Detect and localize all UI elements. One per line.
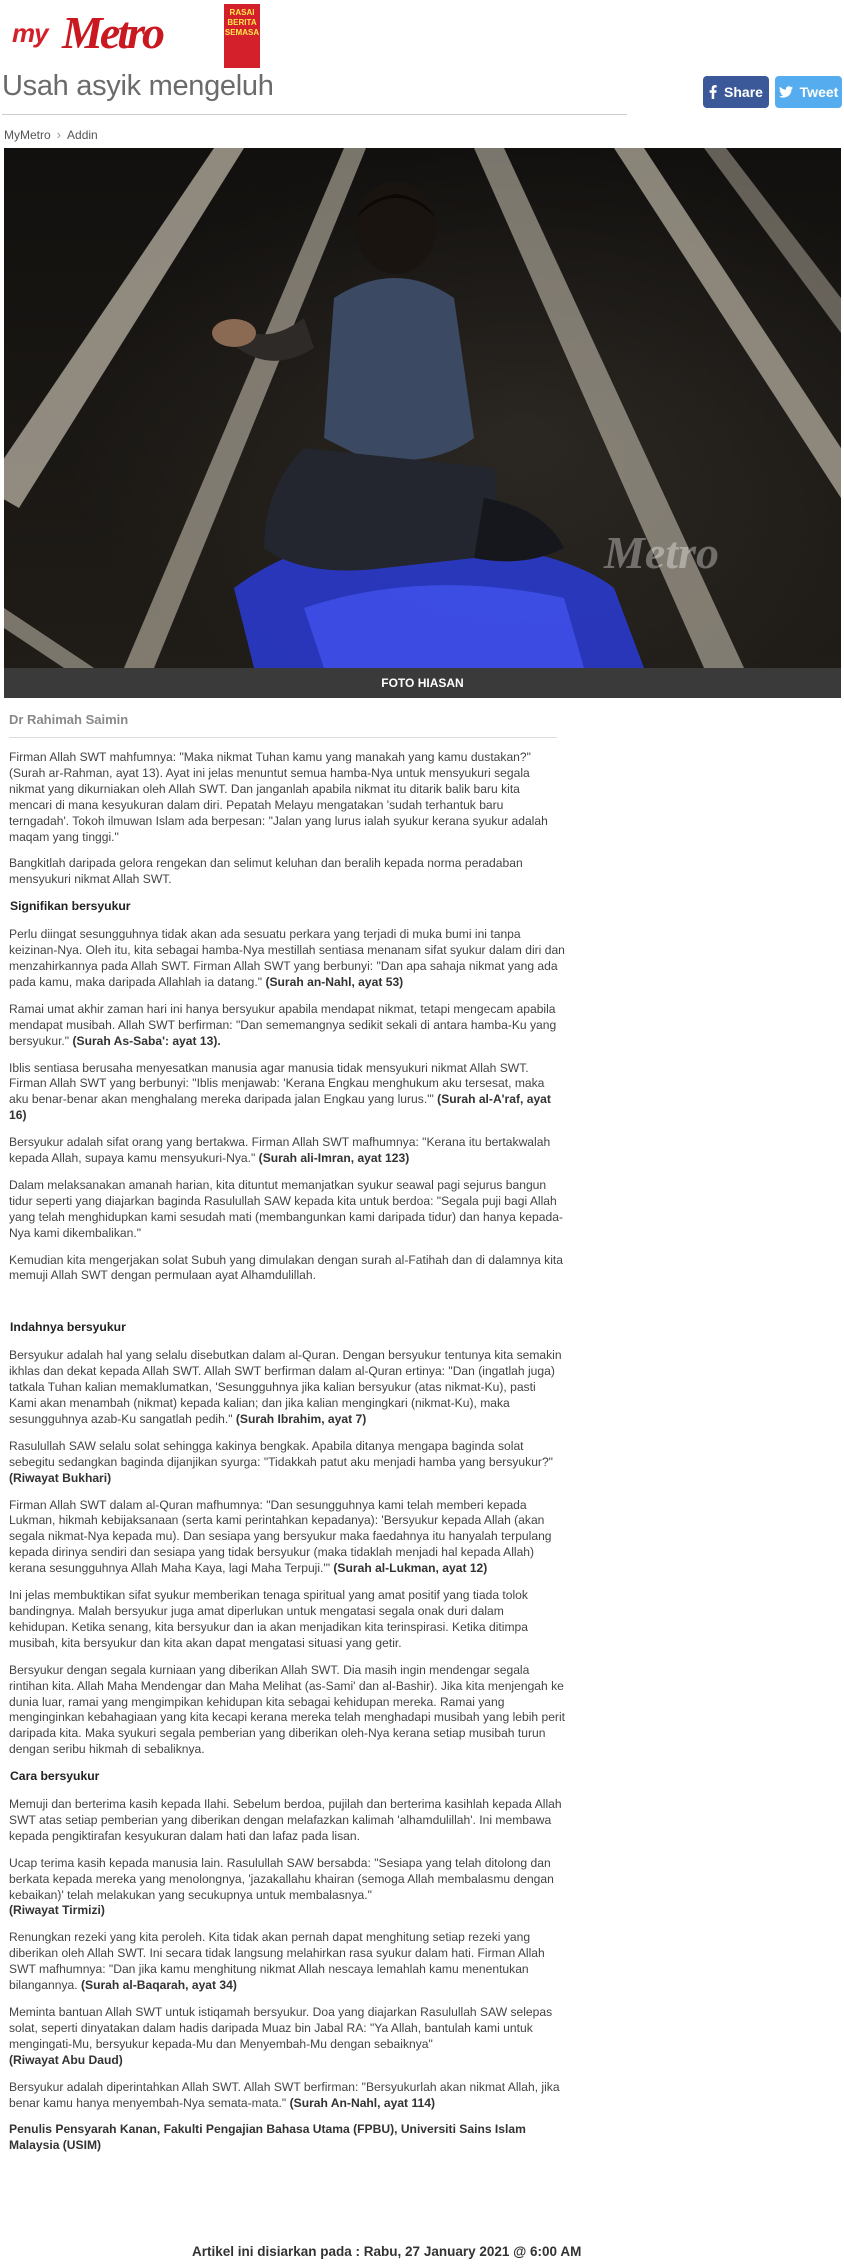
hero-illustration: [4, 148, 841, 668]
paragraph-text: Bersyukur adalah hal yang selalu disebutkan dalam al-Quran. Dengan bersyukur tentunya kita semakin ikhlas dan dekat kepada Allah SWT. Allah SWT berfirman dalam al-Quran ertinya: "Dan (ingatlah juga) tatkala Tuhan kalian memaklumatkan, 'Sesungguhnya jika kalian bersyukur (atas nikmat-Ku), pasti Kami akan menambah (nikmat) kepada kalian; dan jika kalian mengingkari (nikmat-Ku), maka sesungguhnya azab-Ku sangatlah pedih.": [9, 1348, 562, 1426]
twitter-tweet-label: Tweet: [799, 84, 839, 100]
logo-wordmark: Metro: [62, 7, 162, 58]
verse-citation: (Surah al-Baqarah, ayat 34): [80, 1978, 237, 1993]
breadcrumb-home-link[interactable]: MyMetro: [4, 127, 51, 142]
verse-citation: (Surah As-Saba': ayat 13).: [72, 1033, 221, 1048]
paragraph: [9, 2080, 565, 2112]
paragraph: [9, 1135, 565, 1167]
section-heading: Cara bersyukur: [10, 1769, 100, 1784]
paragraph-text: Ini jelas membuktikan sifat syukur memberikan tenaga spiritual yang amat positif yang tiada tolok bandingnya. Malah bersyukur juga amat diperlukan untuk mengatasi segala onak duri dalam kehidupan. Ketika senang, kita bersyukur dan ia akan menjadikan kita terinspirasi. Ketika ditimpa musibah, kita bersyukur dan kita akan dapat mengatasi situasi yang getir.: [9, 1588, 528, 1650]
paragraph: [9, 1439, 565, 1487]
paragraph-text: Perlu diingat sesungguhnya tidak akan ada sesuatu perkara yang terjadi di muka bumi ini tanpa keizinan-Nya. Oleh itu, kita sebagai hamba-Nya mestillah sentiasa menanam sifat syukur dalam diri dan menzahirkannya pada Allah SWT. Firman Allah SWT yang berbunyi: "Dan apa sahaja nikmat yang ada pada kamu, maka daripada Allahlah ia datang.": [9, 927, 565, 989]
paragraph: [9, 1348, 565, 1428]
breadcrumb: [4, 127, 98, 142]
paragraph: [9, 1588, 565, 1652]
paragraph-text: Ucap terima kasih kepada manusia lain. Rasulullah SAW bersabda: "Sesiapa yang telah ditolong dan berkata kepada mereka yang menolongnya, 'jazakallahu khairan (semoga Allah membalasmu dengan kebaikan)' telah melakukan yang secukupnya untuk membalasnya.": [9, 1855, 554, 1902]
paragraph: [9, 856, 565, 888]
facebook-icon: [709, 85, 717, 99]
title-divider: [2, 114, 627, 115]
logo-badge-text: RASAI BERITA SEMASA: [224, 8, 260, 37]
section-heading: Indahnya bersyukur: [10, 1320, 126, 1335]
paragraph-text: Bersyukur adalah sifat orang yang bertakwa. Firman Allah SWT mafhumnya: "Kerana itu bertakwalah kepada Allah, supaya kamu mensyukuri-Nya.": [9, 1135, 551, 1166]
breadcrumb-section-link[interactable]: Addin: [67, 127, 98, 142]
paragraph-text: Firman Allah SWT mahfumnya: "Maka nikmat Tuhan kamu yang manakah yang kamu dustakan?" (Surah ar-Rahman, ayat 13). Ayat ini jelas menuntut semua hamba-Nya untuk mensyukuri segala nikmat yang dikurniakan oleh Allah SWT. Dan janganlah apabila nikmat itu ditarik balik baru kita mencari di mana kesyukuran dalam diri. Pepatah Melayu mengatakan 'sudah terhantuk baru terngadah'. Tokoh ilmuwan Islam ada berpesan: "Jalan yang lurus ialah syukur kerana syukur adalah maqam yang tinggi.": [9, 750, 548, 844]
hadith-citation: (Riwayat Abu Daud): [9, 2052, 123, 2067]
verse-citation: (Surah al-Lukman, ayat 12): [333, 1561, 488, 1576]
hero-photo: [4, 148, 841, 668]
author-bio-text: Penulis Pensyarah Kanan, Fakulti Pengajian Bahasa Utama (FPBU), Universiti Sains Islam Malaysia (USIM): [9, 2122, 526, 2153]
paragraph: [9, 927, 565, 991]
facebook-share-button[interactable]: [703, 76, 769, 108]
paragraph-text: Dalam melaksanakan amanah harian, kita dituntut memanjatkan syukur seawal pagi sejurus bangun tidur seperti yang diajarkan baginda Rasulullah SAW kepada kita untuk berdoa: "Segala puji bagi Allah yang telah menghidupkan kami sesudah mati (membangunkan kami daripada tidur) dan hanya kepada-Nya kami dikembalikan.": [9, 1177, 563, 1240]
paragraph-text: Memuji dan berterima kasih kepada Ilahi. Sebelum berdoa, pujilah dan berterima kasihlah kepada Allah SWT atas setiap pemberian yang diberikan dengan melafazkan kalimah 'alhamdulillah'. Ini membawa kepada pengiktirafan kesyukuran dalam hati dan lafaz pada lisan.: [9, 1797, 562, 1843]
paragraph: [9, 1002, 565, 1050]
verse-citation: (Surah an-Nahl, ayat 53): [265, 974, 404, 989]
paragraph-text: Bersyukur dengan segala kurniaan yang diberikan Allah SWT. Dia masih ingin mendengar segala rintihan kita. Allah Maha Mendengar dan Maha Melihat (as-Sami' dan al-Bashir). Jika kita menjengah ke dunia luar, ramai yang mengimpikan kehidupan kita sebagai kehidupan mereka. Ramai yang menginginkan kebahagiaan yang kita kecapi kerana mereka telah menghadapi musibah yang lebih perit daripada kita. Maka syukuri segala pemberian yang diberikan oleh-Nya kerana setiap musibah turun dengan seribu hikmah di sebaliknya.: [9, 1662, 566, 1757]
author-name: Dr Rahimah Saimin: [9, 712, 129, 727]
facebook-share-label: Share: [724, 84, 763, 100]
author-bio: [9, 2122, 565, 2154]
author-divider: [9, 737, 557, 738]
paragraph: [9, 1253, 565, 1285]
photo-caption: FOTO HIASAN: [4, 668, 841, 698]
verse-citation: (Surah al-A'raf, ayat 16): [9, 1092, 551, 1123]
chevron-right-icon: ›: [56, 127, 62, 142]
hadith-citation: (Riwayat Bukhari): [9, 1470, 112, 1485]
page-title: Usah asyik mengeluh: [2, 70, 274, 102]
paragraph-text: Bangkitlah daripada gelora rengekan dan selimut keluhan dan beralih kepada norma peradaban mensyukuri nikmat Allah SWT.: [9, 856, 523, 887]
verse-citation: (Surah ali-Imran, ayat 123): [258, 1151, 410, 1166]
paragraph: [9, 2005, 565, 2069]
logo-badge: [224, 4, 260, 68]
section-heading: Signifikan bersyukur: [10, 899, 131, 914]
twitter-tweet-button[interactable]: [775, 76, 842, 108]
paragraph-text: Iblis sentiasa berusaha menyesatkan manusia agar manusia tidak mensyukuri nikmat Allah SWT. Firman Allah SWT yang berbunyi: "Iblis menjawab: 'Kerana Engkau menghukum aku tersesat, maka aku benar-benar akan menghalang mereka daripada jalan Engkau yang lurus.'": [9, 1060, 545, 1107]
twitter-bird-icon: [779, 86, 793, 98]
metro-watermark: Metro: [604, 527, 719, 578]
paragraph-text: Bersyukur adalah diperintahkan Allah SWT. Allah SWT berfirman: "Bersyukurlah akan nikmat Allah, jika benar kamu hanya menyembah-Nya semata-mata.": [9, 2079, 560, 2110]
paragraph-text: Firman Allah SWT dalam al-Quran mafhumnya: "Dan sesungguhnya kami telah memberi kepada Lukman, hikmah kebijaksanaan (serta kami perintahkan kepadanya): 'Bersyukur kepada Allah (akan segala nikmat-Nya kepada mu). Dan sesiapa yang bersyukur maka faedahnya itu hanyalah terpulang kepada dirinya sendiri dan sesiapa yang tidak bersyukur (maka tidaklah menjadi hal kepada Allah) kerana sesungguhnya Allah Maha Kaya, lagi Maha Terpuji.'": [9, 1497, 552, 1576]
paragraph-text: Ramai umat akhir zaman hari ini hanya bersyukur apabila mendapat nikmat, tetapi mengecam apabila mendapat musibah. Allah SWT berfirman: "Dan sememangnya sedikit sekali di antara hamba-Ku yang bersyukur.": [9, 1001, 557, 1048]
paragraph-text: Renungkan rezeki yang kita peroleh. Kita tidak akan pernah dapat menghitung setiap rezeki yang diberikan oleh Allah SWT. Ini secara tidak langsung melahirkan rasa syukur dalam hati. Firman Allah SWT mafhumnya: "Dan jika kamu menghitung nikmat Allah nescaya lemahlah kamu menentukan bilangannya.: [9, 1930, 545, 1993]
article-body: [9, 750, 565, 2165]
paragraph: [9, 1797, 565, 1845]
paragraph-text: Kemudian kita mengerjakan solat Subuh yang dimulakan dengan surah al-Fatihah dan di dalamnya kita memuji Allah SWT dengan permulaan ayat Alhamdulillah.: [9, 1252, 563, 1283]
paragraph-text: Rasulullah SAW selalu solat sehingga kakinya bengkak. Apabila ditanya mengapa baginda solat sebegitu sedangkan baginda dijanjikan syurga: "Tidakkah patut aku menjadi hamba yang bersyukur?": [9, 1438, 553, 1469]
hadith-citation: (Riwayat Tirmizi): [9, 1903, 105, 1918]
paragraph: [9, 1061, 565, 1125]
publish-date: Artikel ini disiarkan pada : Rabu, 27 January 2021 @ 6:00 AM: [192, 2244, 582, 2259]
paragraph: [9, 1930, 565, 1994]
paragraph: [9, 1856, 565, 1920]
paragraph-text: Meminta bantuan Allah SWT untuk istiqamah bersyukur. Doa yang diajarkan Rasulullah SAW selepas solat, seperti dinyatakan dalam hadis daripada Muaz bin Jabal RA: "Ya Allah, bantulah kami untuk mengingati-Mu, bersyukur kepada-Mu dan Menyembah-Mu dengan sebaiknya": [9, 2005, 553, 2051]
verse-citation: (Surah An-Nahl, ayat 114): [289, 2095, 435, 2110]
paragraph: [9, 750, 565, 845]
paragraph: [9, 1663, 565, 1758]
mymetro-logo[interactable]: [6, 2, 260, 70]
paragraph: [9, 1498, 565, 1578]
verse-citation: (Surah Ibrahim, ayat 7): [235, 1411, 367, 1426]
paragraph: [9, 1178, 565, 1242]
logo-prefix: my: [12, 18, 48, 48]
